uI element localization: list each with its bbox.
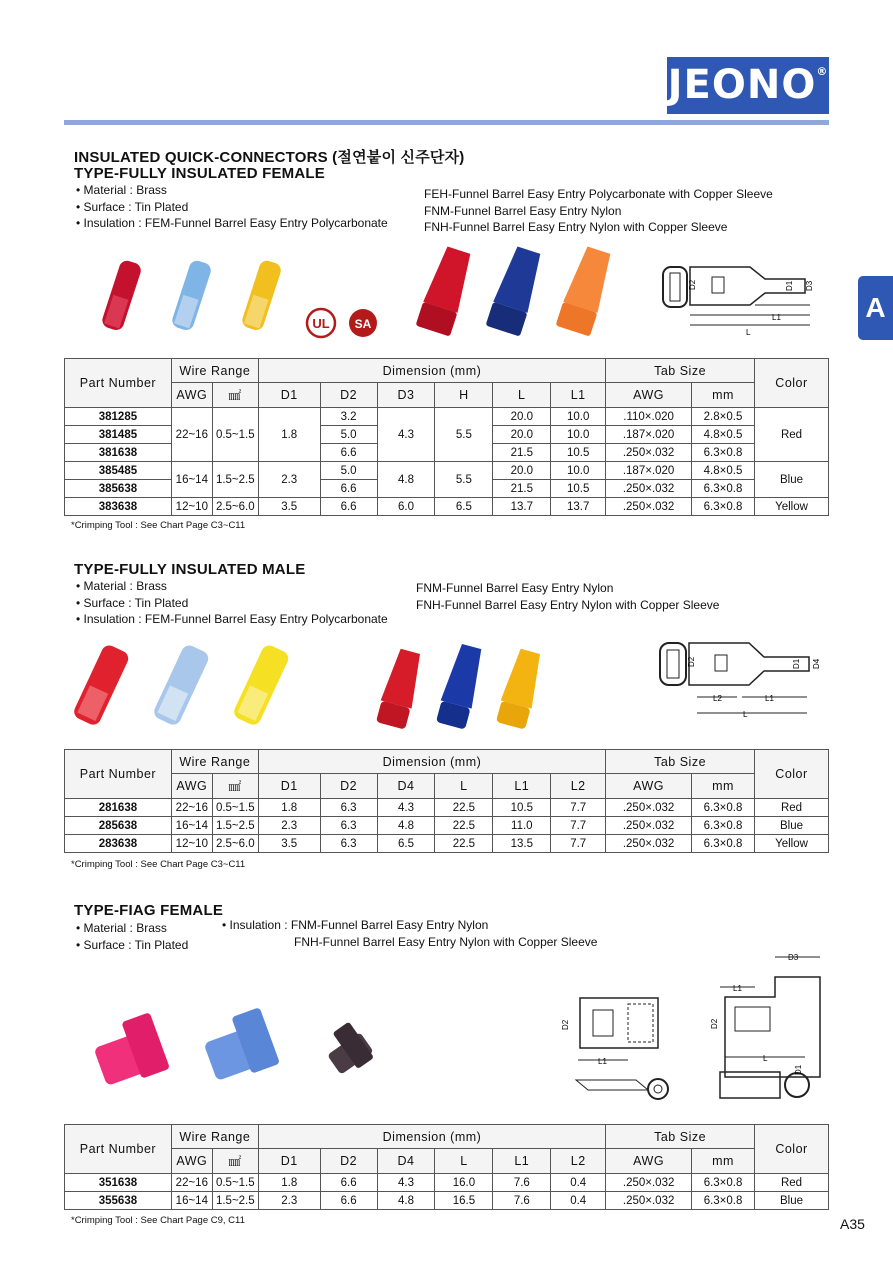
col-awg: AWG [171,1149,212,1174]
table-row: 383638 12~10 2.5~6.0 3.5 6.6 6.0 6.5 13.7 13.7 .250×.032 6.3×0.8 Yellow [65,498,829,516]
col-color: Color [754,750,828,799]
col-l1: L1 [551,383,606,408]
col-l2: L2 [551,1149,606,1174]
ul-mark: UL [312,316,330,331]
col-d1: D1 [258,1149,320,1174]
col-part-number: Part Number [65,359,172,408]
col-awg: AWG [171,383,212,408]
insulation-types-female: FEH-Funnel Barrel Easy Entry Polycarbonate with Copper Sleeve FNM-Funnel Barrel Easy Entry Nylon FNH-Funnel Barrel Easy Entry Nylon with Copper Sleeve [424,187,773,234]
col-tab-mm: mm [692,1149,755,1174]
col-d1: D1 [258,774,320,799]
table-row: 381485 5.0 20.0 10.0 .187×.020 4.8×0.5 [65,426,829,444]
certification-marks [305,307,385,339]
flag-dimension-drawing-left [558,990,673,1125]
flag-dimension-drawing-right [705,947,830,1127]
dim-label: D3 [805,280,814,291]
dim-label: D1 [785,280,794,291]
table-row: 385638 6.6 21.5 10.5 .250×.032 6.3×0.8 [65,480,829,498]
col-tab-size: Tab Size [606,1125,755,1149]
section-title-male: TYPE-FULLY INSULATED MALE [74,561,306,578]
col-tab-awg: AWG [606,774,692,799]
col-l1: L1 [493,1149,551,1174]
footnote-male: *Crimping Tool : See Chart Page C3~C11 [71,859,246,870]
male-nylon-connectors-image [370,640,550,735]
col-tab-awg: AWG [606,1149,692,1174]
dim-label: L1 [765,694,774,703]
flag-spec-table [64,1124,829,1210]
col-h: H [435,383,493,408]
spec-list-female: • Material : Brass • Surface : Tin Plated • Insulation : FEM-Funnel Barrel Easy Entry Polycarbonate [76,183,388,230]
page-title: INSULATED QUICK-CONNECTORS (절연붙이 신주단자) [74,149,465,166]
col-l: L [435,774,493,799]
col-mm2: ㎟ [212,774,258,799]
female-nylon-connectors-image [405,243,635,343]
col-l: L [493,383,551,408]
dim-label: D3 [788,953,799,962]
section-title-female: TYPE-FULLY INSULATED FEMALE [74,165,325,182]
footnote-flag: *Crimping Tool : See Chart Page C9, C11 [71,1215,245,1226]
female-connectors-image [85,252,305,342]
dim-label: L1 [772,313,781,322]
dim-label: D1 [794,1064,803,1075]
dim-label: D2 [710,1018,719,1029]
table-row: 355638 16~14 1.5~2.5 2.3 6.6 4.8 16.5 7.6 0.4 .250×.032 6.3×0.8 Blue [65,1192,829,1210]
dim-label: D2 [687,656,696,667]
dim-label: D1 [792,658,801,669]
dim-label: L1 [598,1057,607,1066]
dim-label: L [743,710,748,719]
col-dimension: Dimension (mm) [258,359,605,383]
spec-list-flag: • Material : Brass • Surface : Tin Plated [76,921,189,952]
col-wire-range: Wire Range [171,1125,258,1149]
table-row: 381285 22~16 0.5~1.5 1.8 3.2 4.3 5.5 20.0 10.0 .110×.020 2.8×0.5 Red [65,408,829,426]
section-title-flag: TYPE-FIAG FEMALE [74,902,224,919]
col-wire-range: Wire Range [171,359,258,383]
male-spec-table [64,749,829,853]
dim-label: L2 [713,694,722,703]
col-l2: L2 [551,774,606,799]
dim-label: D2 [561,1019,570,1030]
col-color: Color [755,1125,829,1174]
col-d2: D2 [320,774,377,799]
dim-label: D2 [688,279,697,290]
table-row: 283638 12~10 2.5~6.0 3.5 6.3 6.5 22.5 13.5 7.7 .250×.032 6.3×0.8 Yellow [65,835,829,853]
col-l: L [435,1149,493,1174]
col-mm2: ㎟ [212,383,258,408]
dim-label: L [763,1054,768,1063]
col-l1: L1 [493,774,551,799]
col-awg: AWG [171,774,212,799]
dim-label: D4 [812,658,821,669]
female-dimension-drawing [660,255,830,340]
col-color: Color [754,359,828,408]
side-tab[interactable]: A [858,276,893,340]
dim-label: L1 [733,984,742,993]
col-d4: D4 [377,1149,435,1174]
table-row: 281638 22~16 0.5~1.5 1.8 6.3 4.3 22.5 10.5 7.7 .250×.032 6.3×0.8 Red [65,799,829,817]
col-part-number: Part Number [65,1125,172,1174]
footnote-female: *Crimping Tool : See Chart Page C3~C11 [71,520,246,531]
col-tab-awg: AWG [606,383,692,408]
col-d2: D2 [320,1149,377,1174]
table-row: 381638 6.6 21.5 10.5 .250×.032 6.3×0.8 [65,444,829,462]
table-row: 385485 16~14 1.5~2.5 2.3 5.0 4.8 5.5 20.0 10.0 .187×.020 4.8×0.5 Blue [65,462,829,480]
page-number: A35 [840,1216,865,1232]
dim-label: L [746,328,751,337]
male-connectors-image [60,640,310,735]
header-rule [64,120,829,125]
col-d1: D1 [258,383,320,408]
col-tab-mm: mm [692,774,755,799]
flag-connectors-image [90,1005,390,1110]
male-dimension-drawing [657,635,829,720]
col-part-number: Part Number [65,750,172,799]
table-row: 351638 22~16 0.5~1.5 1.8 6.6 4.3 16.0 7.6 0.4 .250×.032 6.3×0.8 Red [65,1174,829,1192]
csa-mark: SA [354,317,372,331]
col-tab-size: Tab Size [606,359,755,383]
col-dimension: Dimension (mm) [258,750,605,774]
col-tab-mm: mm [692,383,755,408]
col-d4: D4 [377,774,435,799]
spec-list-male: • Material : Brass • Surface : Tin Plated • Insulation : FEM-Funnel Barrel Easy Entry Polycarbonate [76,579,388,626]
col-tab-size: Tab Size [606,750,755,774]
col-d3: D3 [377,383,435,408]
col-mm2: ㎟ [212,1149,258,1174]
insulation-types-male: FNM-Funnel Barrel Easy Entry Nylon FNH-Funnel Barrel Easy Entry Nylon with Copper Sleeve [416,581,720,612]
col-wire-range: Wire Range [171,750,258,774]
female-spec-table [64,358,829,516]
col-d2: D2 [320,383,377,408]
col-dimension: Dimension (mm) [258,1125,605,1149]
brand-logo: JEONO® [667,57,829,114]
table-row: 285638 16~14 1.5~2.5 2.3 6.3 4.8 22.5 11.0 7.7 .250×.032 6.3×0.8 Blue [65,817,829,835]
insulation-types-flag: • Insulation : FNM-Funnel Barrel Easy Entry Nylon FNH-Funnel Barrel Easy Entry Nylon with Copper Sleeve [222,918,598,949]
